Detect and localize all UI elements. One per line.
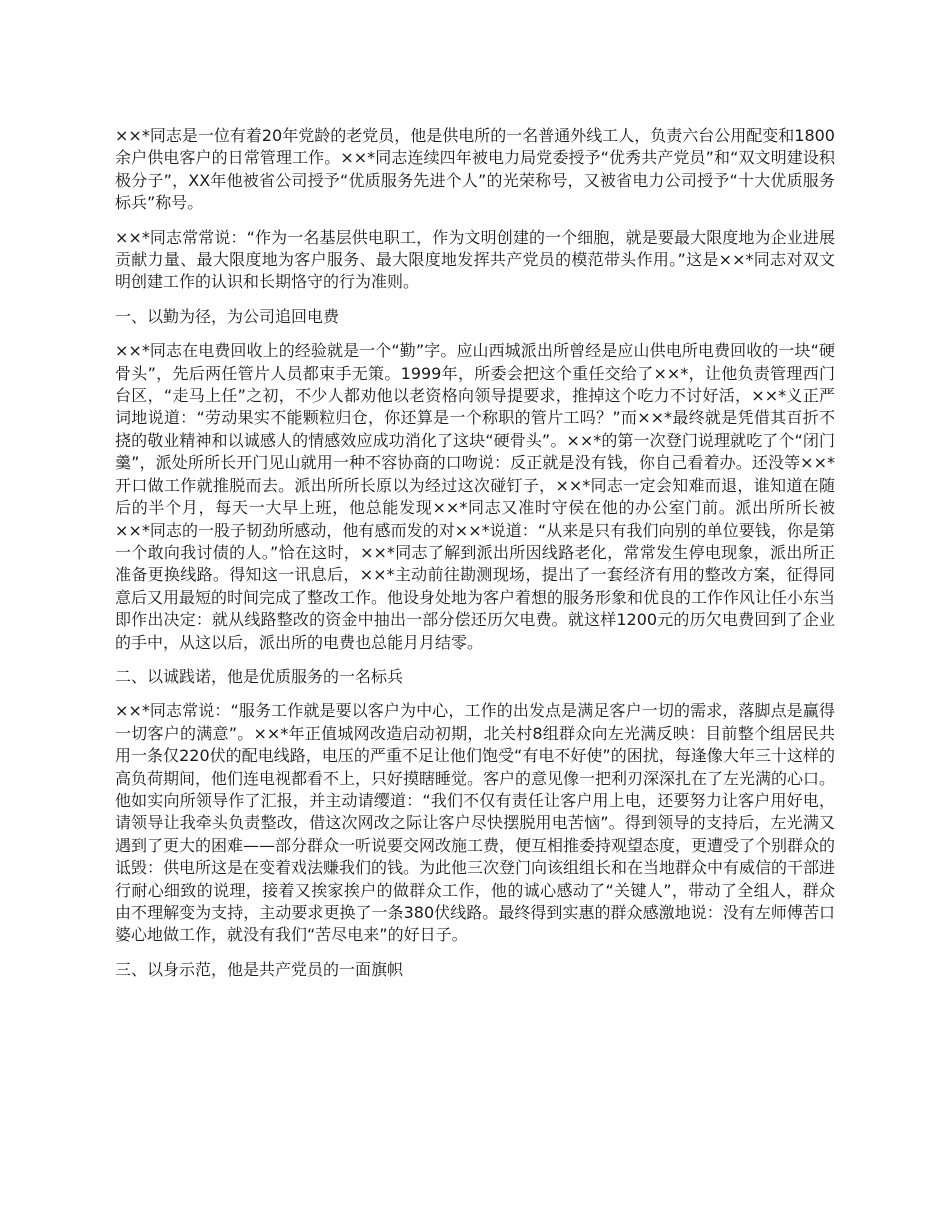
- section-heading-2: 二、以诚践诺，他是优质服务的一名标兵: [115, 666, 404, 686]
- paragraph-section-2: ××*同志常说：“服务工作就是要以客户为中心，工作的出发点是满足客户一切的需求，落脚点是赢得一切客户的满意”。××*年正值城网改造启动初期，北关村8组群众向左光满反映：目前整个组居民共用一条仅220伏的配电线路，电压的严重不足让他们饱受“有电不好使”的困扰，每逢像大年三十这样的高负荷期间，他们连电视都看不上，只好摸瞎睡觉。客户的意见像一把利刃深深扎在了左光满的心口。他如实向所领导作了汇报，并主动请缨道：“我们不仅有责任让客户用上电，还要努力让客户用好电，请领导让我牵头负责整改，借这次网改之际让客户尽快摆脱用电苦恼”。得到领导的支持后，左光满又遇到了更大的困难——部分群众一听说要交网改施工费，便互相推委持观望态度，更遭受了个别群众的诋毁：供电所这是在变着戏法赚我们的钱。为此他三次登门向该组组长和在当地群众中有威信的干部进行耐心细致的说理，接着又挨家挨户的做群众工作，他的诚心感动了“关键人”，带动了全组人，群众由不理解变为支持，主动要求更换了一条380伏线路。最终得到实惠的群众感激地说：没有左师傅苦口婆心地做工作，就没有我们“苦尽电来”的好日子。: [115, 701, 836, 945]
- paragraph-intro: ××*同志是一位有着20年党龄的老党员，他是供电所的一名普通外线工人，负责六台公用配变和1800余户供电客户的日常管理工作。××*同志连续四年被电力局党委授予“优秀共产党员”和“双文明建设积极分子”，XX年他被省公司授予“优质服务先进个人”的光荣称号，又被省电力公司授予“十大优质服务标兵”称号。: [115, 126, 835, 213]
- paragraph-section-1: ××*同志在电费回收上的经验就是一个“勤”字。应山西城派出所曾经是应山供电所电费回收的一块“硬骨头”，先后两任管片人员都束手无策。1999年，所委会把这个重任交给了××*，让他负责管理西门台区，“走马上任”之初，不少人都劝他以老资格向领导提要求，推掉这个吃力不讨好活，××*义正严词地说道：“劳动果实不能颗粒归仓，你还算是一个称职的管片工吗？”而××*最终就是凭借其百折不挠的敬业精神和以诚感人的情感效应成功消化了这块“硬骨头”。××*的第一次登门说理就吃了个“闭门羹”，派处所所长开门见山就用一种不容协商的口吻说：反正就是没有钱，你自己看着办。还没等××*开口做工作就推脱而去。派出所所长原以为经过这次碰钉子，××*同志一定会知难而退，谁知道在随后的半个月，每天一大早上班，他总能发现××*同志又准时守侯在他的办公室门前。派出所所长被××*同志的一股子韧劲所感动，他有感而发的对××*说道：“从来是只有我们向别的单位要钱，你是第一个敢向我讨债的人。”恰在这时，××*同志了解到派出所因线路老化，常常发生停电现象，派出所正准备更换线路。得知这一讯息后，××*主动前往勘测现场，提出了一套经济有用的整改方案，征得同意后又用最短的时间完成了整改工作。他设身处地为客户着想的服务形象和优良的工作作风让任小东当即作出决定：就从线路整改的资金中抽出一部分偿还历欠电费。就这样1200元的历欠电费回到了企业的手中，从这以后，派出所的电费也总能月月结零。: [115, 341, 836, 652]
- document-body: [115, 125, 835, 993]
- section-heading-1: 一、以勤为径，为公司追回电费: [115, 306, 340, 326]
- section-heading-3: 三、以身示范，他是共产党员的一面旗帜: [115, 959, 404, 979]
- paragraph-quote: ××*同志常常说：“作为一名基层供电职工，作为文明创建的一个细胞，就是要最大限度地为企业进展贡献力量、最大限度地为客户服务、最大限度地发挥共产党员的模范带头作用。”这是××*同志对双文明创建工作的认识和长期恪守的行为准则。: [115, 227, 835, 292]
